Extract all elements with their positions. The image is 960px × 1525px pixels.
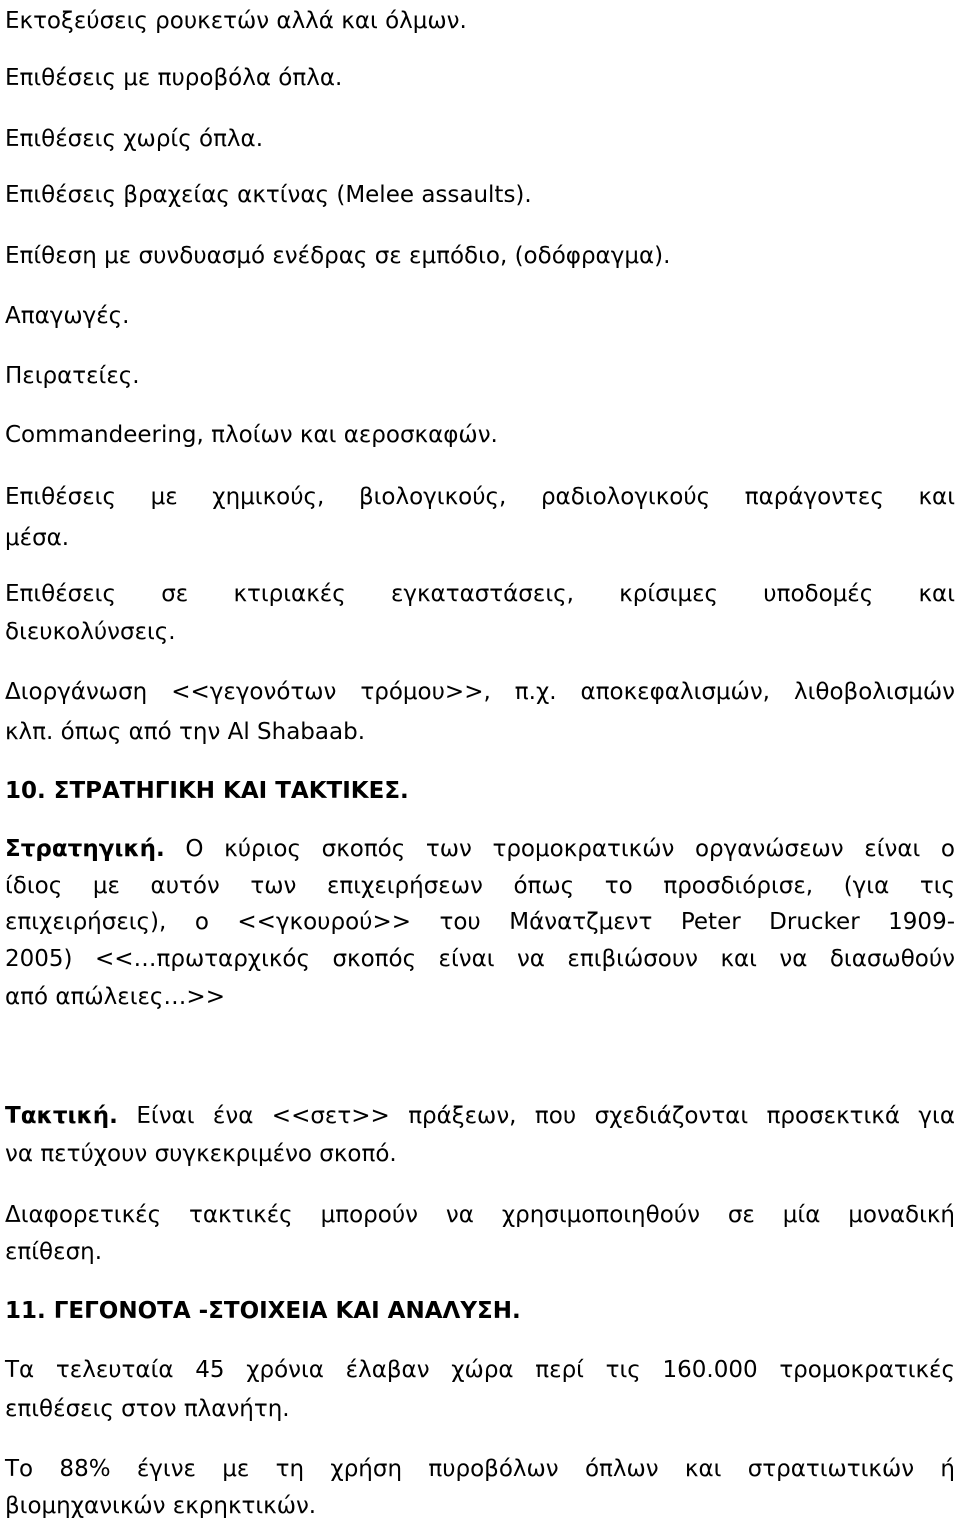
list-item-buildings-line2: διευκολύνσεις.	[5, 619, 176, 645]
list-item-events-line1: Διοργάνωση <<γεγονότων τρόμου>>, π.χ. αποκεφαλισμών, λιθοβολισμών	[5, 679, 955, 705]
list-item: Επιθέσεις βραχείας ακτίνας (Melee assaults).	[5, 182, 532, 208]
list-item: Πειρατείες.	[5, 363, 140, 389]
list-item: Επιθέσεις χωρίς όπλα.	[5, 126, 264, 152]
weapons-share-line2: βιομηχανικών εκρηκτικών.	[5, 1493, 317, 1519]
list-item: Επίθεση με συνδυασμό ενέδρας σε εμπόδιο, (οδόφραγμα).	[5, 243, 671, 269]
strategy-label: Στρατηγική.	[5, 836, 165, 862]
tactic-paragraph-line2: να πετύχουν συγκεκριμένο σκοπό.	[5, 1141, 397, 1167]
strategy-paragraph-line2: ίδιος με αυτόν των επιχειρήσεων όπως το προσδιόρισε, (για τις	[5, 873, 955, 899]
different-tactics-line1: Διαφορετικές τακτικές μπορούν να χρησιμοποιηθούν σε μία μοναδική	[5, 1202, 955, 1228]
list-item-chemical-line1: Επιθέσεις με χημικούς, βιολογικούς, ραδιολογικούς παράγοντες και	[5, 484, 955, 510]
strategy-paragraph-line4: 2005) <<…πρωταρχικός σκοπός είναι να επιβιώσουν και να διασωθούν	[5, 946, 955, 972]
list-item-events-line2: κλπ. όπως από την Al Shabaab.	[5, 719, 366, 745]
list-item: Απαγωγές.	[5, 303, 130, 329]
tactic-text: Είναι ένα <<σετ>> πράξεων, που σχεδιάζονται προσεκτικά για	[117, 1103, 955, 1129]
list-item: Commandeering, πλοίων και αεροσκαφών.	[5, 422, 498, 448]
strategy-paragraph-line5: από απώλειες…>>	[5, 984, 225, 1010]
attacks-count-line1: Τα τελευταία 45 χρόνια έλαβαν χώρα περί τις 160.000 τρομοκρατικές	[5, 1357, 955, 1383]
weapons-share-line1: Το 88% έγινε με τη χρήση πυροβόλων όπλων και στρατιωτικών ή	[5, 1456, 955, 1482]
list-item-buildings-line1: Επιθέσεις σε κτιριακές εγκαταστάσεις, κρίσιμες υποδομές και	[5, 581, 955, 607]
list-item: Επιθέσεις με πυροβόλα όπλα.	[5, 65, 343, 91]
section-10-heading: 10. ΣΤΡΑΤΗΓΙΚΗ ΚΑΙ ΤΑΚΤΙΚΕΣ.	[5, 778, 409, 804]
different-tactics-line2: επίθεση.	[5, 1239, 103, 1265]
list-item: Εκτοξεύσεις ρουκετών αλλά και όλμων.	[5, 8, 467, 34]
attacks-count-line2: επιθέσεις στον πλανήτη.	[5, 1396, 290, 1422]
list-item-chemical-line2: μέσα.	[5, 525, 70, 551]
strategy-text: Ο κύριος σκοπός των τρομοκρατικών οργανώσεων είναι ο	[164, 836, 955, 862]
tactic-paragraph-line1	[5, 1097, 955, 1135]
strategy-paragraph-line3: επιχειρήσεις), ο <<γκουρού>> του Μάνατζμεντ Peter Drucker 1909-	[5, 909, 955, 935]
section-11-heading: 11. ΓΕΓΟΝΟΤΑ -ΣΤΟΙΧΕΙΑ ΚΑΙ ΑΝΑΛΥΣΗ.	[5, 1298, 521, 1324]
strategy-paragraph-line1	[5, 830, 955, 868]
tactic-label: Τακτική.	[5, 1103, 118, 1129]
